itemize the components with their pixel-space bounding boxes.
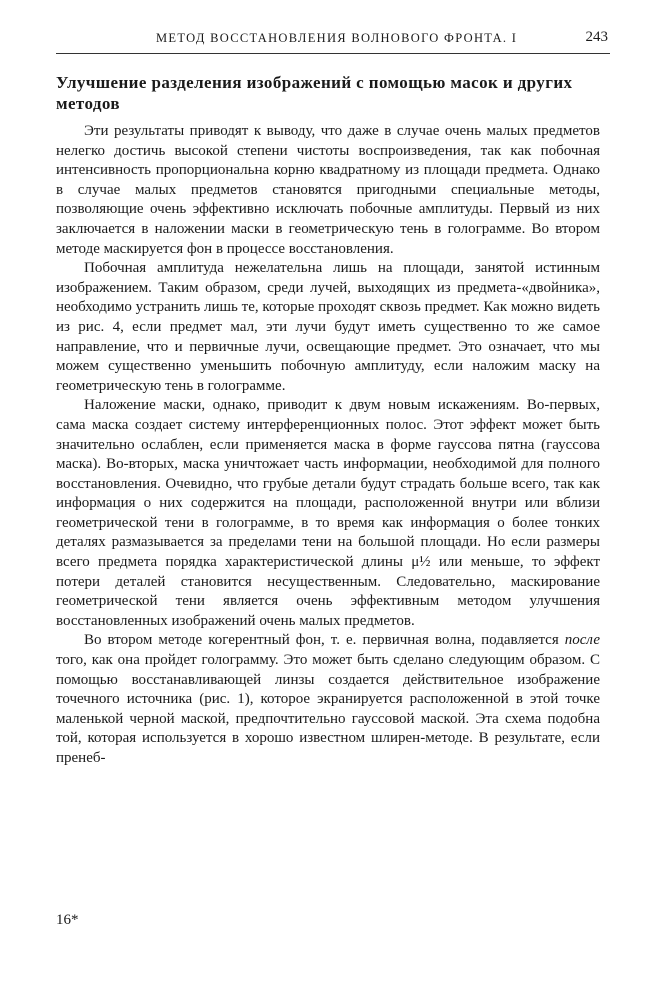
body-text <box>56 122 600 769</box>
page-signature: 16* <box>56 912 79 928</box>
emphasis-text: после <box>564 632 600 649</box>
paragraph: Наложение маски, однако, приводит к двум новым искажениям. Во-первых, сама маска создает систему интерференционных полос. Этот эффект может быть значительно ослаблен, если применяется маска в форме гауссова пятна (гауссова маска). Во-вторых, маска уничтожает часть информации, необходимой для полного восстановления. Очевидно, что грубые детали будут страдать больше всего, так как информация о них содержится на площади, расположенной внутри или вблизи геометрической тени в голограмме, в то время как информация о более тонких деталях размазывается за пределами тени на большой площади. Но если размеры всего предмета порядка характеристической длины μ½ или меньше, то эффект потери деталей становится несущественным. Следовательно, маскирование геометрической тени является очень эффективным методом улучшения восстановленных изображений очень малых предметов. <box>56 397 600 629</box>
paragraph: Эти результаты приводят к выводу, что даже в случае очень малых предметов нелегко достичь высокой степени чистоты воспроизведения, так как побочная интенсивность пропорциональна корню квадратному из площади предмета. Однако в случае малых предметов становятся пригодными специальные методы, позволяющие очень эффективно исключать побочные амплитуды. Первый из них заключается в наложении маски в геометрическую тень в голограмме. Во втором методе маскируется фон в процессе восстановления. <box>56 123 600 257</box>
text-run: Во втором методе когерентный фон, т. е. первичная волна, подавляется <box>84 632 565 649</box>
paragraph: Побочная амплитуда нежелательна лишь на площади, занятой истинным изображением. Таким образом, среди лучей, выходящих из предмета-«двойника», необходимо устранить лишь те, которые проходят сквозь предмет. Как можно видеть из рис. 4, если предмет мал, эти лучи будут иметь существенно то же самое направление, что и первичные лучи, освещающие предмет. Это означает, что мы можем существенно уменьшить побочную амплитуду, если наложим маску на геометрическую тень в голограмме. <box>56 260 600 394</box>
section-heading: Улучшение разделения изображений с помощью масок и других методов <box>56 73 573 113</box>
running-head <box>56 27 610 54</box>
paragraph <box>56 631 600 768</box>
running-title: МЕТОД ВОССТАНОВЛЕНИЯ ВОЛНОВОГО ФРОНТА. I <box>156 31 518 45</box>
page-number: 243 <box>585 29 608 45</box>
text-run: того, как она пройдет голограмму. Это может быть сделано следующим образом. С помощью восстанавливающей линзы создается действительное изображение точечного источника (рис. 1), которое экранируется расположенной в этой точке маленькой черной маской, предпочтительно гауссовой маской. Эта схема подобна той, которая используется в хорошо известном шлирен-методе. В результате, если пренеб- <box>56 652 600 766</box>
